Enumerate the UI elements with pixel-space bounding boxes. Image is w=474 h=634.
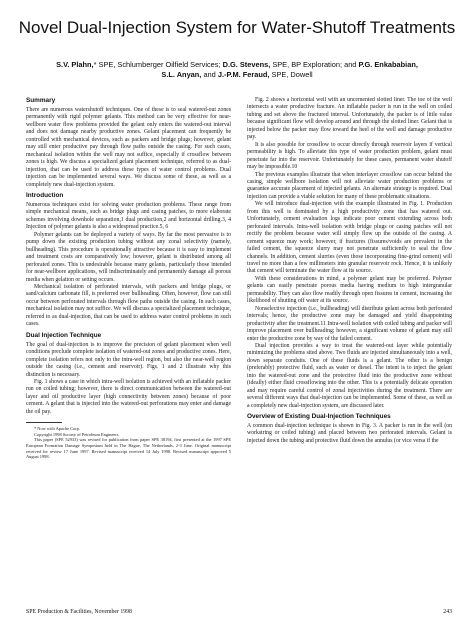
body-paragraph: The previous examples illustrate that when interlayer crossflow can occur behind the casing, simple wellbore isolation will not alleviate water production problems or guarantee accurate placement of injected gelants. An alternate strategy is required. Dual injection can provide a viable solution for many of these problematic situations.	[247, 171, 452, 200]
section-heading-dual-injection: Dual Injection Technique	[26, 331, 102, 339]
footnote-divider	[26, 422, 62, 423]
author-name: S.L. Anyan,	[161, 70, 202, 79]
left-column	[26, 97, 231, 597]
body-paragraph: Fig. 1 shows a case in which intra-well isolation is achieved with an inflatable packer run on coiled tubing; however, there is direct communication between the watered-out layer and oil productive layer (high connectivity between zones) because of poor cement. A gelant that is injected into the watered-out perforations may enter and damage the oil pay.	[26, 378, 231, 415]
body-paragraph: Mechanical isolation of perforated intervals, with packers and bridge plugs, or sand/calcium carbonate fill, is preferred over bullheading. Often, however, flow can still occur between perforated intervals through flow paths outside the casing. In such cases, mechanical isolation may not suffice. We will discuss a specialized placement technique, referred to as dual-injection, that can be used to address water control problems in such cases.	[26, 283, 231, 328]
page-number: 243	[443, 609, 452, 615]
footnote-publication-history: This paper (SPE 52933) was revised for publication from paper SPE 38194, first presented at the 1997 SPE European Formation Damage Symposium held in The Hague, The Netherlands, 2-3 June. Original manuscript received for review 17 June 1997. Revised manuscript received 14 July 1998. Revised manuscript approved 5 August 1998.	[26, 437, 231, 460]
summary-paragraph: There are numerous watershutoff techniques. One of these is to seal watered-out zones permanently with rigid polymer gelants. This method can be very effective for near-wellbore water flow problems provided the gelant only enters the watered-out interval and does not damage nearby productive zones. Gelant placement can frequently be controlled with mechanical devices, such as packers and bridge plugs; however, gelant may still enter productive pay through flow paths outside the casing. For such cases, mechanical isolation within the well may not suffice, especially if crossflow between zones is high. We discuss a specialized gelant placement technique, referred to as dual-injection, that can be used to address these types of water control problems. Dual injection can be implemented several ways. We discuss some of these, as well as a completely new dual-injection system.	[26, 107, 231, 188]
journal-footer: SPE Production & Facilities, November 1998	[26, 609, 132, 615]
body-paragraph: Fig. 2 shows a horizontal well with an uncemented slotted liner. The toe of the well intersects a water productive fracture. An inflatable packer is run in the well on coiled tubing and set above the fractured interval. Unfortunately, the packer is of little value because significant flow will develop around and through the slotted liner. Gelant that is injected below the packer may flow toward the heel of the well and damage productive pay.	[247, 97, 452, 141]
body-paragraph: Nonselective injection (i.e., bullheading) will distribute gelant across both perforated intervals; hence, the productive zone may be damaged and yield disappointing productivity after the treatment.11 Intra-well isolation with coiled tubing and packer will improve placement over bullheading; however, a significant volume of gelant may still enter the productive zone by way of the failed cement.	[247, 305, 452, 342]
right-column	[247, 97, 452, 597]
author-affiliation: * SPE, Schlumberger Oilfield Services;	[93, 60, 221, 69]
author-line	[20, 60, 454, 80]
paper-title: Novel Dual-Injection System for Water-Shutoff Treatments	[18, 18, 456, 37]
body-paragraph: We will introduce dual-injection with the example illustrated in Fig. 1. Production from this well is dominated by a high productivity zone that has watered out. Unfortunately, cement evaluation logs indicate poor cement extending across both perforated intervals. Intra-well isolation with bridge plugs or casing patches will not rectify the problem because water will simply flow up the outside of the casing. A cement squeeze may work; however, if fractures (fissures/voids are prevalent in the failed cement, the squeeze slurry may not penetrate sufficiently to seal the flow channels. In addition, cement slurries (even those incorporating fine-grind cement) will travel no more than a few millimeters into granular reservoir rock. Hence, it is unlikely that cement will terminate the water flow at its source.	[247, 201, 452, 275]
body-paragraph: Dual injection provides a way to treat the watered-out layer while potentially minimizing the problems sited above. Two fluids are injected simultaneously into a well, down separate conduits. One of these fluids is a gelant. The other is a benign (preferably) protective fluid, such as water or diesel. The intent is to inject the gelant into the watered-out zone and the protective fluid into the productive zone without (ideally) either fluid crossflowing into the other. This is a potentially delicate operation and may require careful control of zonal injectivities during the treatment. There are several different ways that dual-injection can be implemented. Some of these, as well as a completely new dual-injection system, are discussed later.	[247, 342, 452, 409]
footnote-affiliation: * Now with Apache Corp.	[34, 426, 80, 432]
body-paragraph: Numerous techniques exist for solving water production problems. These range from simple mechanical means, such as bridge plugs and casing patches, to more elaborate schemes involving downhole separation,1 dual production,2 and horizontal drilling.3, 4 Injection of polymer gelants is also a widespread practice.5, 6	[26, 201, 231, 231]
body-paragraph: A common dual-injection technique is shown in Fig. 3. A packer is run in the well (on workstring or coiled tubing) and placed between two perforated intervals. Gelant is injected down the tubing and protective fluid down the annulus (or vice versa if the	[247, 423, 452, 444]
author-affiliation: and	[203, 70, 216, 79]
author-name: S.V. Plahn,	[56, 60, 94, 69]
section-heading-summary: Summary	[26, 97, 56, 104]
author-name: P.G. Enkababian,	[358, 60, 418, 69]
author-affiliation: SPE, Dowell	[271, 70, 313, 79]
footnote-copyright: Copyright 1998 Society of Petroleum Engineers	[34, 431, 119, 437]
body-paragraph: It is also possible for crossflow to occur directly through reservoir layers if vertical permeability is high. To alleviate this type of water production problem, gelant must penetrate far into the reservoir. Unfortunately for these cases, permanent water shutoff may be impossible.10	[247, 141, 452, 171]
body-paragraph: Polymer gelants can be deployed a variety of ways. By far the most pervasive is to pump down the existing production tubing without any zonal selectivity (namely, bullheading). This procedure is operationally attractive because it is easy to implement and treatment costs are comparatively low; however, gelant is distributed among all perforated zones. This is undesirable because many gelants, particularly those intended for near-wellbore applications, will indiscriminately and permanently damage all porous media when gelation or setting occurs.	[26, 231, 231, 283]
author-name: J.-P.M. Feraud,	[217, 70, 270, 79]
section-heading-introduction: Introduction	[26, 191, 64, 199]
body-paragraph: The goal of dual-injection is to improve the precision of gelant placement when well conditions preclude complete isolation of watered-out zones and productive zones. Here, complete isolation refers not only to the intra-well region, but also the near-well region outside the casing (i.e., cement and reservoir). Figs. 1 and 2 illustrate why this distinction is necessary.	[26, 341, 231, 378]
section-heading-overview: Overview of Existing Dual-Injection Techniques	[247, 413, 391, 421]
author-affiliation: SPE, BP Exploration; and	[272, 60, 357, 69]
body-paragraph: With these considerations in mind, a polymer gelant may be preferred. Polymer gelants can easily penetrate porous media having medium to high intergranular permeability. They can also flow readily through open fissures in cement, increasing the likelihood of shutting off water at its source.	[247, 275, 452, 305]
author-name: D.G. Stevens,	[222, 60, 271, 69]
